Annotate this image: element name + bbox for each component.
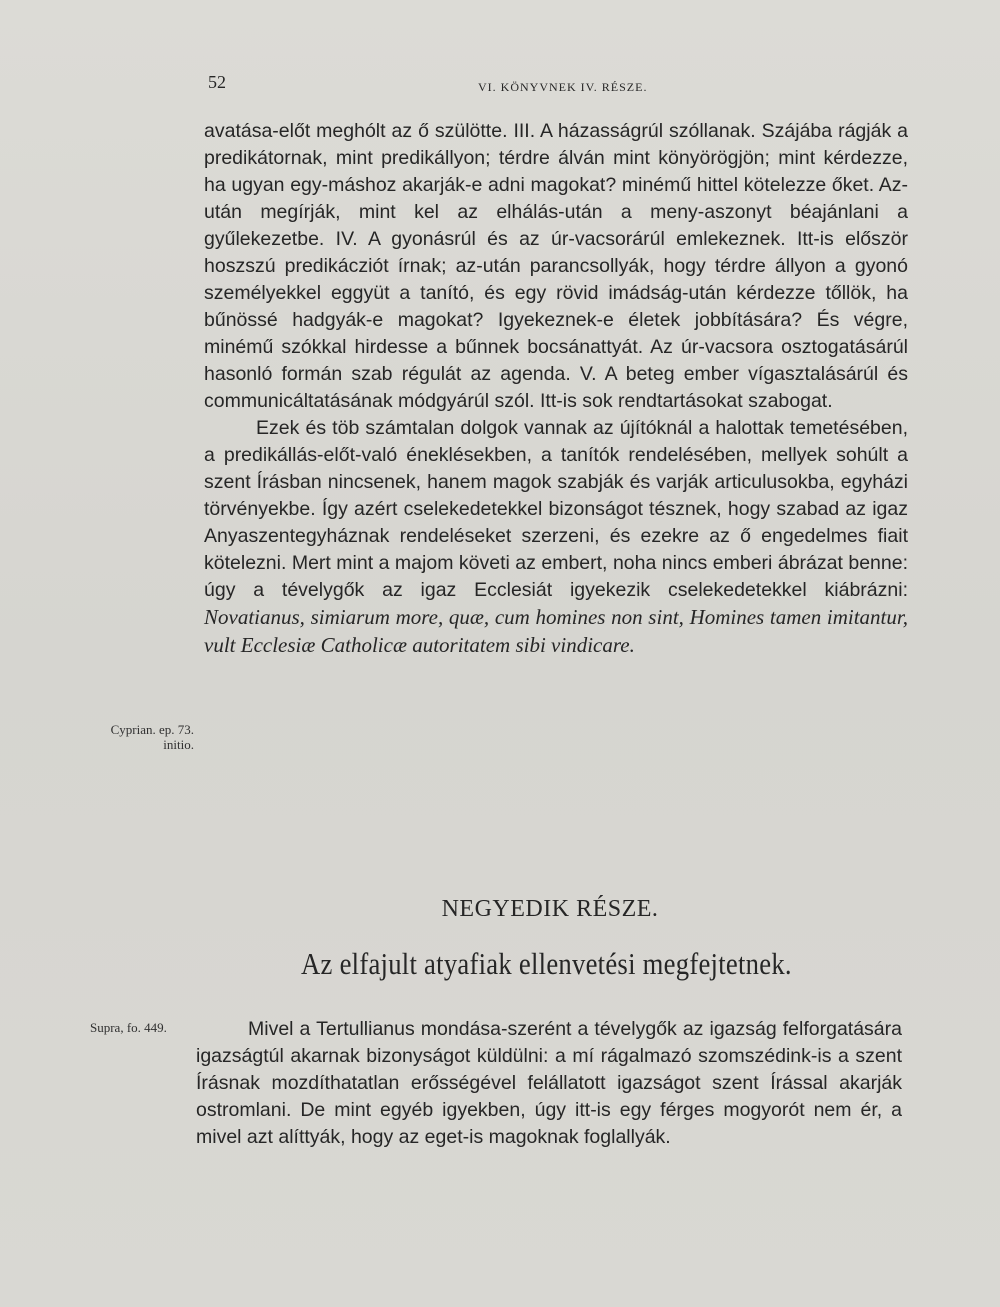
main-text-block [204, 118, 908, 660]
chapter-title: NEGYEDIK RÉSZE. [441, 896, 659, 922]
margin-note-supra: Supra, fo. 449. [90, 1020, 167, 1035]
paragraph-1: avatása-előt meghólt az ő szülötte. III. A házasságrúl szóllanak. Szájába rágják a predikátornak, mint predikállyon; térdre álván mint könyörögjön; mint kérdezze, ha ugyan egy-máshoz akarják-e adni magokat? minémű hittel kötelezze őket. Az-után megírják, mint kel az elhálás-után a meny-aszonyt béajánlani a gyűlekezetbe. IV. A gyonásrúl és az úr-vacsorárúl emlekeznek. Itt-is először hoszszú predikácziót írnak; az-után parancsollyák, hogy térdre állyon a gyonó személyekkel eggyüt a tanító, és egy rövid imádság-után kérdezze tőllök, ha bűnössé hadgyák-e magokat? Igyekeznek-e életek jobbítására? És végre, minémű szókkal hirdesse a bűnnek bocsánattyát. Az úr-vacsora osztogatásárúl hasonló formán szab régulát az agenda. V. A beteg ember vígasztalásárúl és communicáltatásának módgyárúl szól. Itt-is sok rendtartásokat szabogat. [204, 120, 908, 412]
second-text-block [196, 1016, 902, 1151]
chapter-subtitle: Az elfajult atyafiak ellenvetési megfejtetnek. [301, 946, 792, 981]
paragraph-2-text: Ezek és töb számtalan dolgok vannak az újítóknál a halottak temetésében, a predikállás-előt-való éneklésekben, a tanítók rendelésében, mellyek sohúlt a szent Írásban nincsenek, hanem magok szabják és varják articulusokba, egyházi törvényekbe. Így azért cselekedetekkel bizonságot tésznek, hogy szabad az igaz Anyaszentegyháznak rendeléseket szerzeni, és ezekre az ő engedelmes fiait kötelezni. Mert mint a majom követi az embert, noha nincs emberi ábrázat benne: úgy a tévelygők az igaz Ecclesiát igyekezik cselekedetekkel kiábrázni: [204, 417, 908, 601]
page-number: 52 [208, 72, 226, 92]
paragraph-2 [204, 415, 908, 660]
margin-note-cyprian: Cyprian. ep. 73. initio. [110, 722, 194, 752]
paragraph-3: Mivel a Tertullianus mondása-szerént a tévelygők az igazság felforgatására igazságtúl akarnak bizonyságot küldülni: a mí rágalmazó szomszédink-is a szent Írásnak mozdíthatatlan erősségével felállatott igazságot szent Írással akarják ostromlani. De mint egyéb igyekben, úgy itt-is egy férges mogyorót nem ér, a mivel azt alíttyák, hogy az eget-is magoknak foglallyák. [196, 1018, 902, 1148]
running-title: VI. KÖNYVNEK IV. RÉSZE. [478, 80, 648, 94]
latin-quote: Novatianus, simiarum more, quæ, cum homines non sint, Homines tamen imitantur, vult Ecclesiæ Catholicæ autoritatem sibi vindicare. [204, 605, 908, 657]
